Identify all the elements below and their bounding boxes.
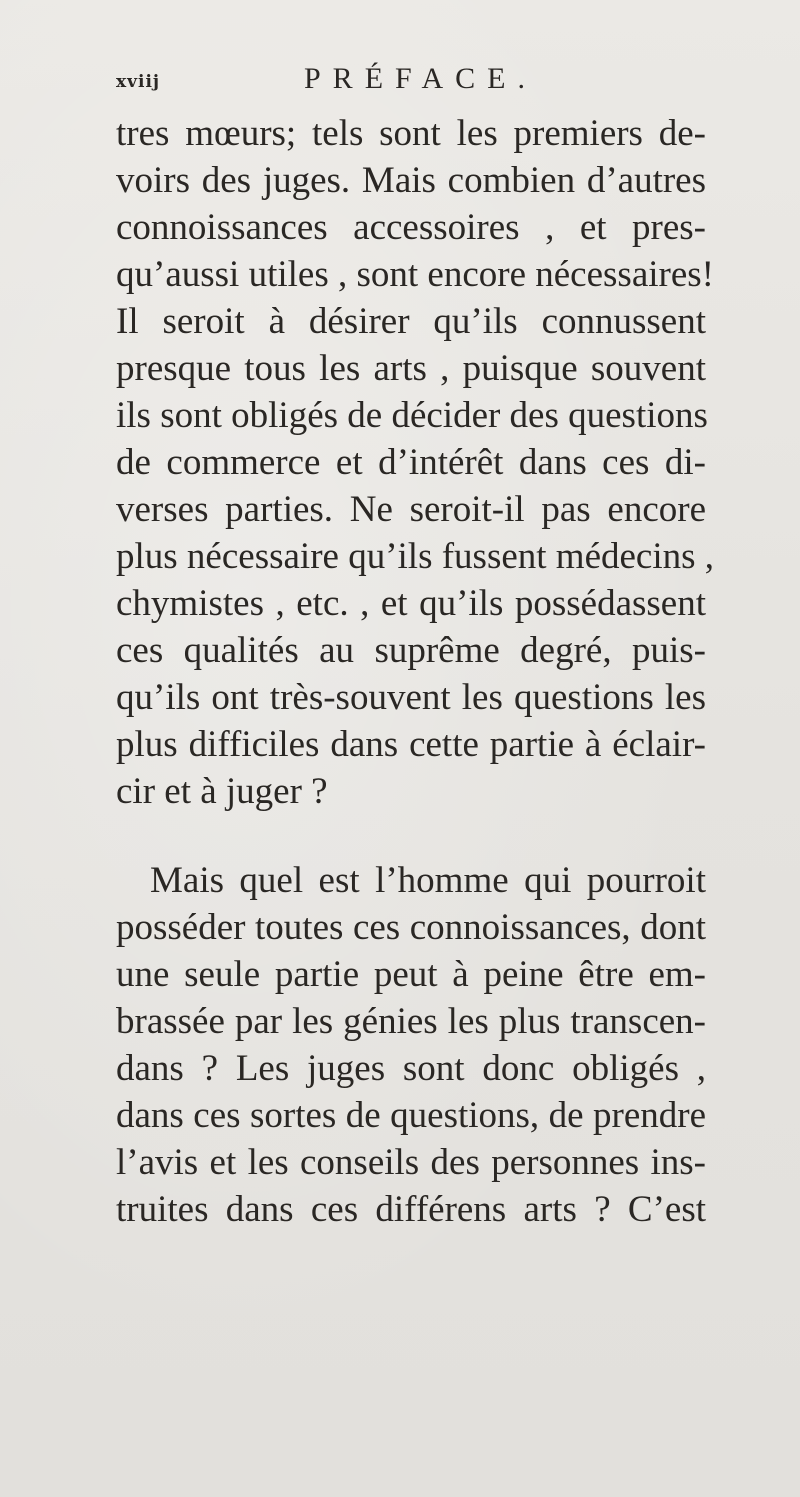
text-line: l’avis et les conseils des personnes ins-: [116, 1142, 706, 1183]
text-line: ces qualités au suprême degré, puis-: [116, 630, 706, 671]
text-line: qu’ils ont très-souvent les questions les: [116, 677, 706, 718]
text-line: de commerce et d’intérêt dans ces di-: [116, 442, 706, 483]
text-line: brassée par les génies les plus transcen-: [116, 1001, 706, 1042]
text-line: chymistes , etc. , et qu’ils possédassent: [116, 583, 706, 624]
text-line: verses parties. Ne seroit-il pas encore: [116, 489, 706, 530]
text-line: posséder toutes ces connoissances, dont: [116, 907, 706, 948]
text-line: dans ces sortes de questions, de prendre: [116, 1095, 706, 1136]
page-number: xviij: [116, 72, 161, 92]
text-line: une seule partie peut à peine être em-: [116, 954, 706, 995]
body-text: [116, 110, 715, 1233]
text-line: presque tous les arts , puisque souvent: [116, 348, 706, 389]
text-line: dans ? Les juges sont donc obligés ,: [116, 1048, 706, 1089]
text-line: ils sont obligés de décider des questions: [116, 395, 708, 436]
paragraph-1: [116, 110, 715, 815]
paragraph-2: [116, 857, 706, 1233]
text-line: plus difficiles dans cette partie à éclair-: [116, 724, 706, 765]
text-line: voirs des juges. Mais combien d’autres: [116, 160, 706, 201]
text-line: connoissances accessoires , et pres-: [116, 207, 706, 248]
text-line: cir et à juger ?: [116, 771, 328, 812]
page-header: [116, 58, 676, 98]
text-line: tres mœurs; tels sont les premiers de-: [116, 113, 706, 154]
text-line: qu’aussi utiles , sont encore nécessaires!: [116, 254, 714, 295]
text-line: plus nécessaire qu’ils fussent médecins ,: [116, 536, 715, 577]
paragraph-spacer: [116, 815, 706, 857]
text-line: truites dans ces différens arts ? C’est: [116, 1189, 706, 1230]
running-title: PRÉFACE.: [304, 62, 537, 95]
text-line: Il seroit à désirer qu’ils connussent: [116, 301, 706, 342]
text-line: Mais quel est l’homme qui pourroit: [150, 860, 706, 901]
